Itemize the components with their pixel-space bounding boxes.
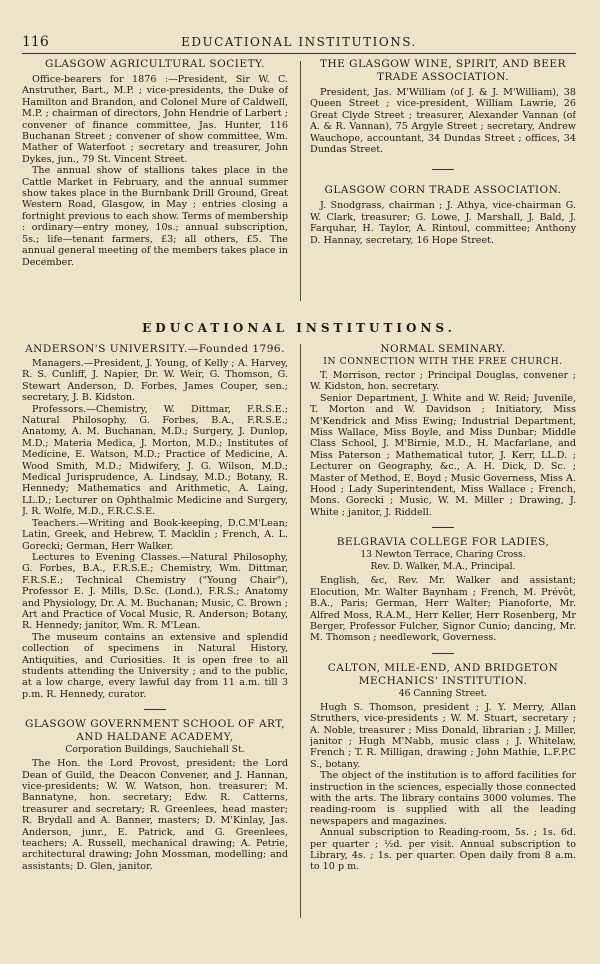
normal-seminary-heading: NORMAL SEMINARY. bbox=[380, 343, 506, 355]
andersons-managers: Managers.—President, J. Young, of Kelly ; A. Harvey, R. S. Cunliff, J. Napier, Dr. W. Weir, G. Thomson, G. Stewart Anderson, D. Forbes, James Couper, sen.; secretary, J. B. Kidston. bbox=[22, 358, 288, 404]
section-dash bbox=[432, 653, 454, 654]
wine-trade-heading: THE GLASGOW WINE, SPIRIT, AND BEER TRADE ASSOCIATION. bbox=[320, 58, 566, 83]
belgravia-college-heading: BELGRAVIA COLLEGE FOR LADIES, bbox=[336, 536, 550, 549]
andersons-teachers: Teachers.—Writing and Book-keeping, D.C.M'Lean; Latin, Greek, and Hebrew, T. Macklin ; French, A. L. Gorecki; German, Herr Walker. bbox=[22, 517, 288, 552]
agricultural-society-office-bearers: Office-bearers for 1876 :—President, Sir W. C. Anstruther, Bart., M.P. ; vice-presidents, the Duke of Hamilton and Brandon, and Colonel Mure of Caldwell, M.P. ; chairman of directors, John Hendrie of Larbert ; convener of finance committee, Jas. Hunter, 116 Buchanan Street ; convener of show committee, Wm. Mather of Waterfoot ; secretary and treasurer, John Dykes, jun., 79 St. Vincent Street. bbox=[22, 74, 288, 165]
belgravia-college-address: 13 Newton Terrace, Charing Cross. bbox=[360, 549, 526, 561]
calton-institution-address: 46 Canning Street. bbox=[398, 687, 488, 699]
header-rule bbox=[22, 53, 576, 54]
agricultural-society-heading: GLASGOW AGRICULTURAL SOCIETY. bbox=[44, 58, 265, 70]
andersons-museum: The museum contains an extensive and splendid collection of specimens in Natural History, Antiquities, and Curiosities. It is open free to all students attending the University ; and to the public, at a low charge, every lawful day from 11 a.m. till 3 p.m. R. Hennedy, curator. bbox=[22, 631, 288, 700]
normal-seminary-departments: Senior Department, J. White and W. Reid; Juvenile, T. Morton and W. Davidson ; Initiatory, Miss M'Kendrick and Miss Ewing; Industrial Department, Miss Wallace, Miss Boyle, and Miss Dunbar; Middle Class School, J. M'Birnie, M.D., H. Macfarlane, and Miss Paterson ; Mathematical tutor, J. Kerr, LL.D. ; Lecturer on Geography, &c., A. H. Dick, D. Sc. ; Master of Method, E. Boyd ; Music Governess, Miss A. Hood ; Lady Superintendent, Miss Wallace ; French, Mons. Gorecki ; Music, W. M. Miller ; Drawing, J. White ; janitor, J. Riddell. bbox=[310, 392, 576, 518]
section-dash bbox=[432, 527, 454, 528]
calton-institution-subscriptions: Annual subscription to Reading-room, 5s. ; 1s. 6d. per quarter ; ½d. per visit. Annual subscription to Library, 4s. ; 1s. per quarter. Open daily from 8 a.m. to 10 p m. bbox=[310, 827, 576, 873]
section-title: EDUCATIONAL INSTITUTIONS. bbox=[142, 321, 456, 335]
column-divider-bottom bbox=[300, 344, 301, 918]
calton-institution-object: The object of the institution is to afford facilities for instruction in the sciences, especially those connected with the arts. The library contains 3000 volumes. The reading-room is supplied with all the leading newspapers and magazines. bbox=[310, 770, 576, 827]
belgravia-college-staff: English, &c, Rev. Mr. Walker and assistant; Elocution, Mr. Walter Baynham ; French, M. Prévôt, B.A., Paris; German, Herr Walter; Pianoforte, Mr. Alfred Moss, R.A.M., Herr Keller, Herr Rosenberg, Mr Berger, Professor Fulcher, Signor Cunio; dancing, Mr. M. Thomson ; needlework, Governess. bbox=[310, 575, 576, 644]
section-dash bbox=[432, 169, 454, 170]
column-divider-top bbox=[300, 61, 301, 301]
government-school-staff: The Hon. the Lord Provost, president; the Lord Dean of Guild, the Deacon Convener, and J. Hannan, vice-presidents; W. W. Watson, hon. treasurer; M. Bannatyne, hon. secretary; Edw. R. Catterns, treasurer and secretary; R. Greenlees, head master; R. Brydall and A. Banner, masters; D. M'Kinlay, Jas. Anderson, junr., E. Patrick, and G. Greenlees, teachers; A. Russell, mechanical drawing; A. Petrie, architectural drawing; John Mossman, modelling; and assistants; D. Glen, janitor. bbox=[22, 758, 288, 872]
calton-institution-officers: Hugh S. Thomson, president ; J. Y. Merry, Allan Struthers, vice-presidents ; W. M. Stuart, secretary ; A. Noble, treasurer ; Miss Donald, librarian ; J. Miller, janitor ; Hugh M'Nabb, music class ; J. Whitelaw, French ; T. R. Milligan, drawing ; John Mathie, L.F.P.C S., botany. bbox=[310, 701, 576, 770]
andersons-evening-lectures: Lectures to Evening Classes.—Natural Philosophy, G. Forbes, B.A., F.R.S.E.; Chemistry, Wm. Dittmar, F.R.S.E.; Technical Chemistry ("Young Chair"), Professor E. J. Mills, D.Sc. (Lond.), F.R.S.; Anatomy and Physiology, Dr. A. M. Buchanan; Music, C. Brown ; Art and Practice of Vocal Music, R. Anderson; Botany, R. Hennedy; janitor, Wm. R. M'Lean. bbox=[22, 551, 288, 632]
belgravia-college-principal: Rev. D. Walker, M.A., Principal. bbox=[370, 561, 516, 573]
andersons-professors: Professors.—Chemistry, W. Dittmar, F.R.S.E.; Natural Philosophy, G. Forbes, B.A., F.R.S.E.; Anatomy, A. M. Buchanan, M.D.; Surgery, J. Dunlop, M.D.; Materia Medica, J. Morton, M.D.; Institutes of Medicine, E. Watson, M.D.; Practice of Medicine, A. Wood Smith, M.D.; Midwifery, J. G. Wilson, M.D.; Medical Jurisprudence, A. Lindsay, M.D.; Botany, R. Hennedy; Mathematics and Arithmetic, A. Laing, LL.D.; Lecturer on Ophthalmic Medicine and Surgery, J. R. Wolfe, M.D., F.R.C.S.E. bbox=[22, 403, 288, 518]
government-school-heading: GLASGOW GOVERNMENT SCHOOL OF ART, AND HALDANE ACADEMY, bbox=[24, 718, 286, 744]
section-dash bbox=[144, 709, 166, 710]
agricultural-society-section bbox=[22, 58, 288, 298]
agricultural-society-shows: The annual show of stallions takes place in the Cattle Market in February, and the annual summer show takes place in the Burnbank Drill Ground, Great Western Road, Glasgow, in May ; entries closing a fortnight previous to each show. Terms of membership : ordinary—entry money, 10s.; annual subscription, 5s.; life—tenant farmers, £3; all others, £5. The annual general meeting of the members takes place in December. bbox=[22, 165, 288, 268]
running-title: EDUCATIONAL INSTITUTIONS. bbox=[181, 35, 417, 49]
normal-seminary-rector: T. Morrison, rector ; Principal Douglas, convener ; W. Kidston, hon. secretary. bbox=[310, 370, 576, 393]
corn-trade-officers: J. Snodgrass, chairman ; J. Athya, vice-chairman G. W. Clark, treasurer; G. Lowe, J. Marshall, J. Bald, J. Farquhar, H. Taylor, A. Rintoul, committee; Anthony D. Hannay, secretary, 16 Hope Street. bbox=[310, 200, 576, 246]
normal-seminary-subheading: IN CONNECTION WITH THE FREE CHURCH. bbox=[323, 356, 563, 367]
top-right-column bbox=[310, 58, 576, 303]
corn-trade-heading: GLASGOW CORN TRADE ASSOCIATION. bbox=[324, 184, 562, 197]
bottom-left-column bbox=[22, 343, 288, 921]
andersons-university-heading: ANDERSON'S UNIVERSITY.—Founded 1796. bbox=[25, 343, 285, 355]
running-head bbox=[22, 34, 576, 52]
wine-trade-officers: President, Jas. M'William (of J. & J. M'William), 38 Queen Street ; vice-president, William Lawrie, 26 Great Clyde Street ; treasurer, Alexander Vannan (of A. & R. Vannan), 75 Argyle Street ; secretary, Andrew Wauchope, accountant, 34 Dundas Street ; offices, 34 Dundas Street. bbox=[310, 87, 576, 156]
bottom-right-column bbox=[310, 343, 576, 921]
page-number: 116 bbox=[22, 34, 49, 50]
government-school-address: Corporation Buildings, Sauchiehall St. bbox=[65, 744, 245, 756]
calton-institution-heading: CALTON, MILE-END, AND BRIDGETON MECHANICS' INSTITUTION. bbox=[327, 661, 559, 687]
